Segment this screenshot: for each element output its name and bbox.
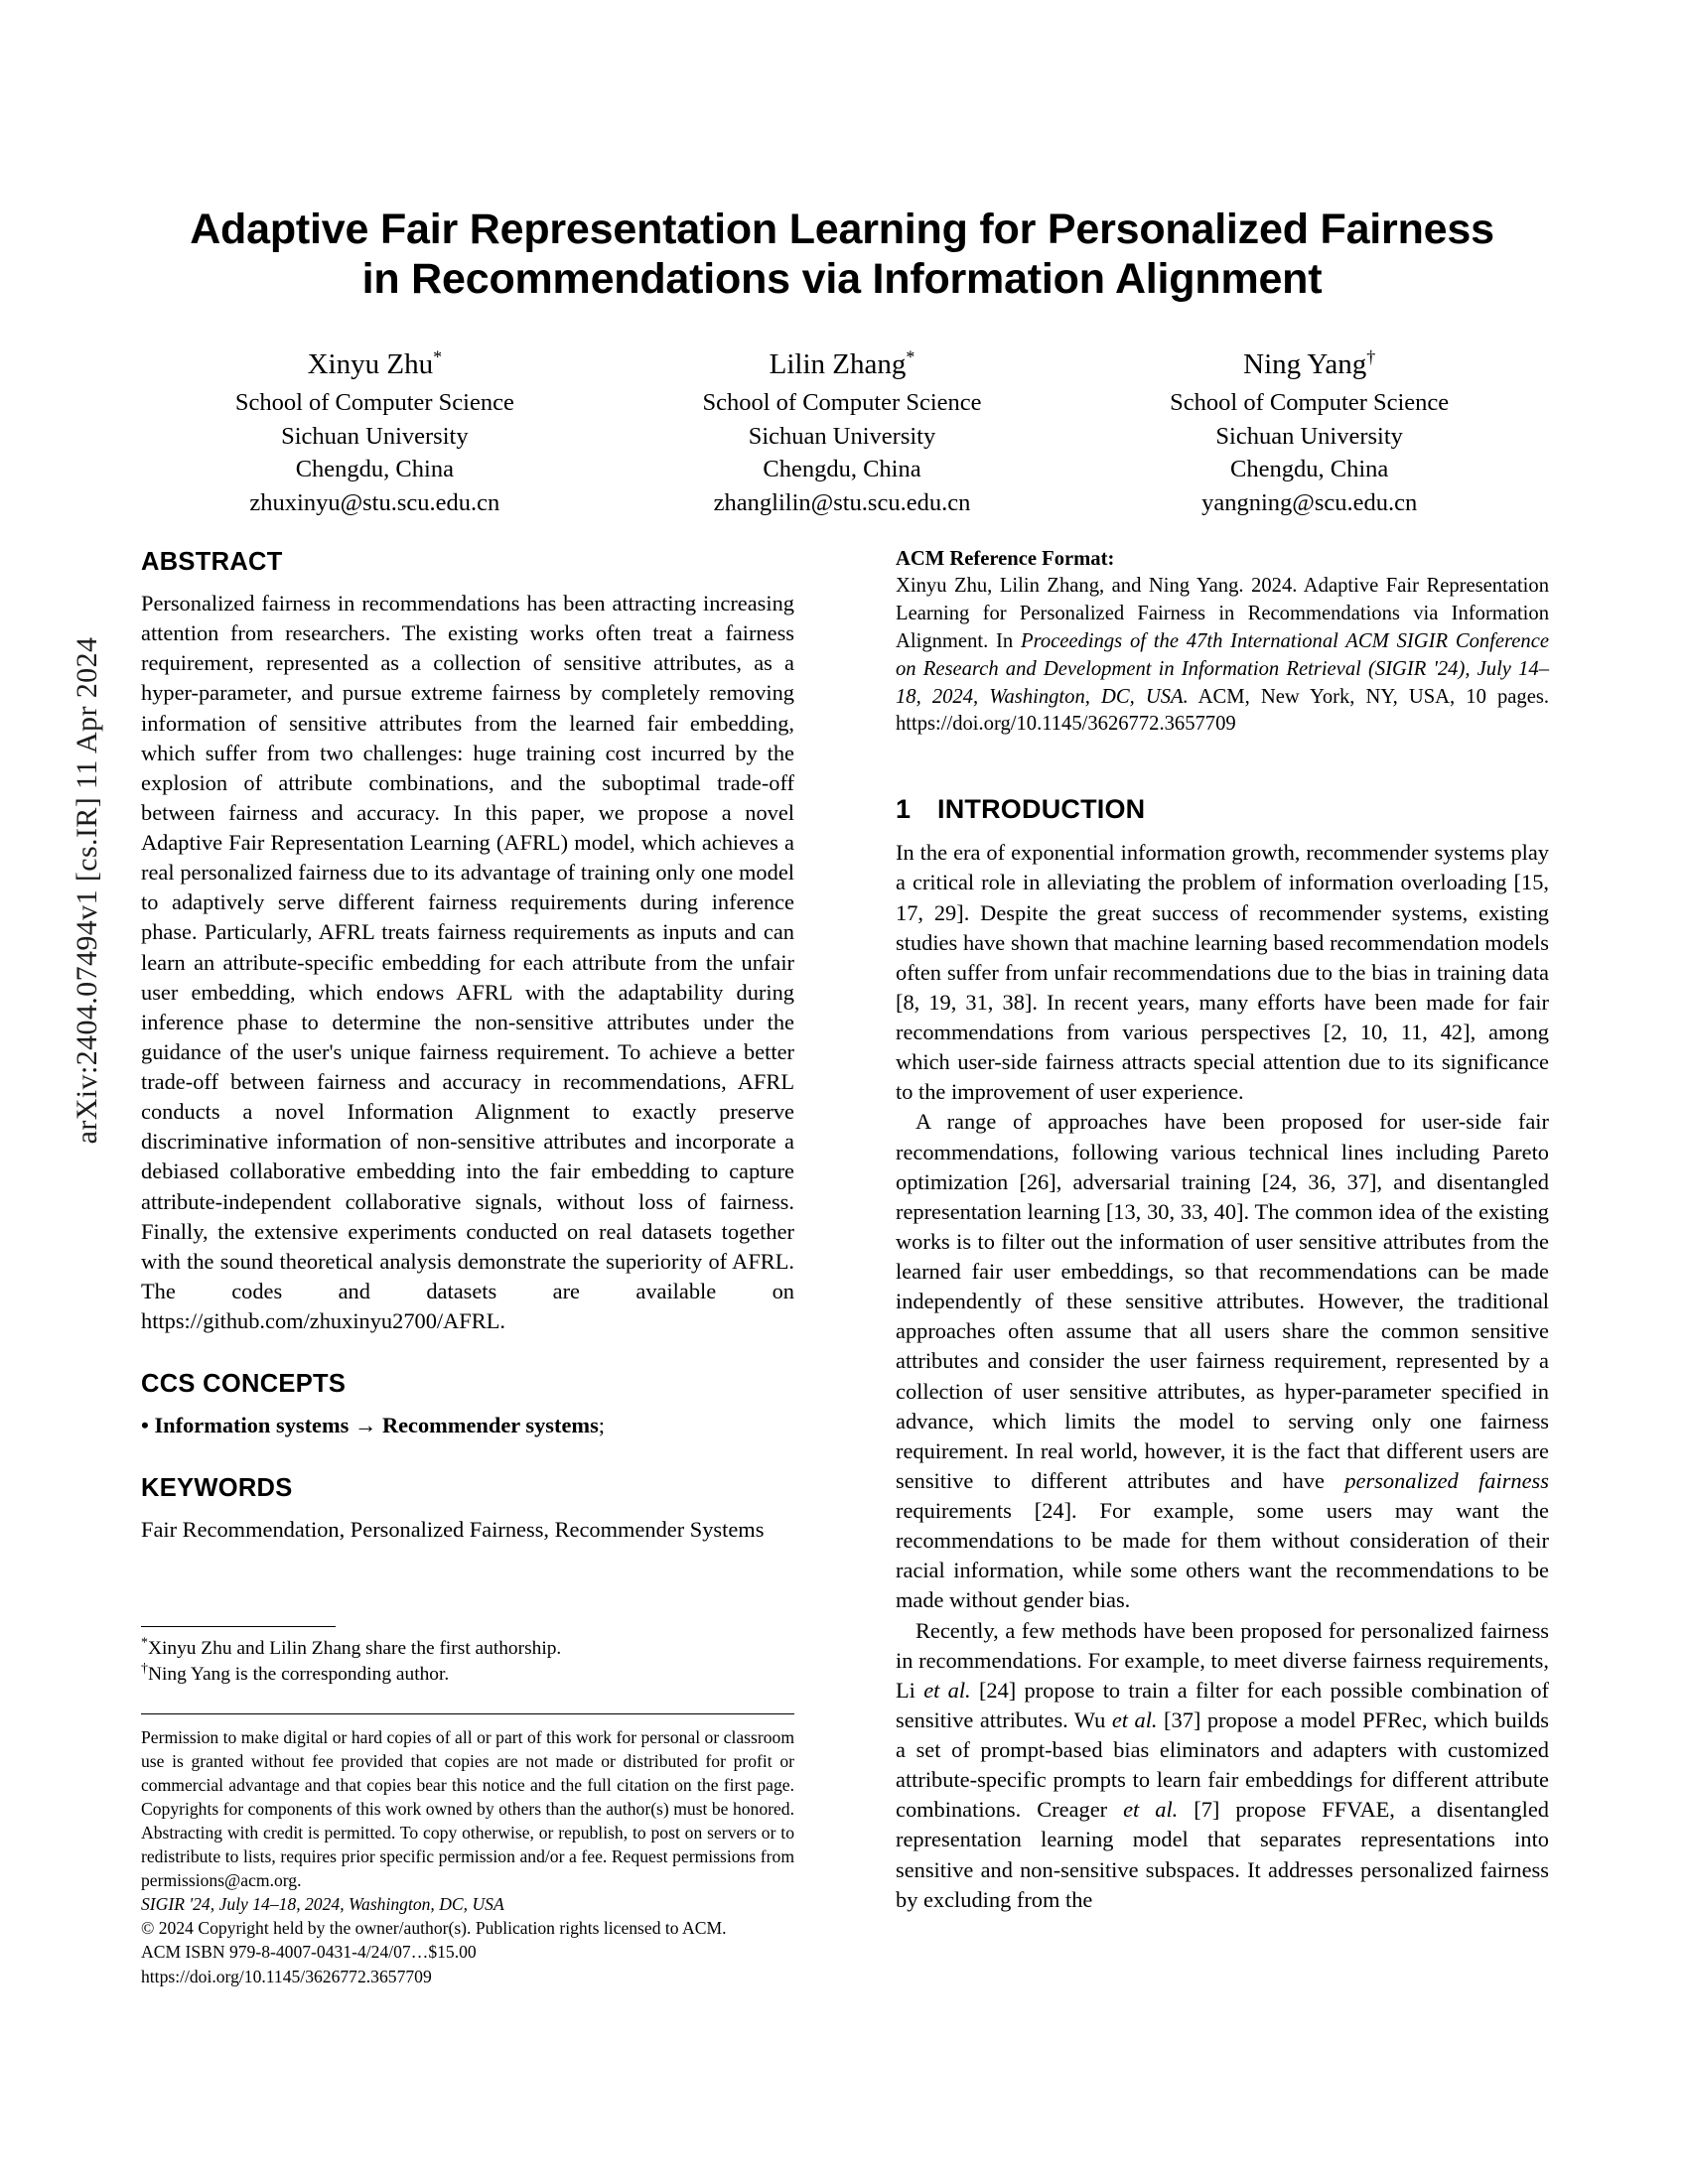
author-entry-3 (1075, 346, 1543, 520)
author-name-text-2: Lilin Zhang (769, 347, 907, 380)
author-department-3: School of Computer Science (1170, 389, 1450, 417)
intro-p3-c: [37] propose a model PFRec, which builds a set of prompt-based bias eliminators and adapters with customized attribute-specific prompts to learn fair embeddings for different attribute combinations. Creager (896, 1706, 1549, 1823)
ccs-concepts-text (141, 1411, 794, 1440)
permission-rule (141, 1713, 794, 1714)
acm-reference-proceedings: Proceedings of the 47th International ACM SIGIR Conference on Research and Development in Information Retrieval (SIGIR '24), July 14–18, 2024, Washington, DC, USA. (896, 629, 1549, 708)
footnote-marker-dagger: † (141, 1661, 148, 1677)
author-institution-2: Sichuan University (748, 422, 936, 450)
ccs-concept-path: Information systems → Recommender systems (154, 1413, 599, 1438)
footnote-marker-star: * (141, 1635, 148, 1651)
author-marker-3: † (1366, 345, 1376, 366)
paper-header (141, 205, 1543, 520)
footnote-block (141, 1626, 794, 1988)
author-department-1: School of Computer Science (234, 389, 514, 417)
intro-p2-a: A range of approaches have been proposed for user-side fair recommendations, following various technical lines including Pareto optimization [26], adversarial training [24, 36, 37], and disentangled representation learning [13, 30, 33, 40]. The common idea of the existing works is to filter out the information of user sensitive attributes from the learned fair user embeddings, so that recommendations can be made independently of these sensitive attributes. However, the traditional approaches often assume that all users share the common sensitive attributes and consider the user fairness requirement, represented by a collection of user sensitive attributes, as hyper-parameter specified in advance, which limits the model to serving only one fairness requirement. In real world, however, it is the fact that different users are sensitive to different attributes and have (896, 1109, 1549, 1493)
page-title (141, 205, 1543, 305)
title-line-1: Adaptive Fair Representation Learning for Personalized Fairness (190, 205, 1494, 253)
two-column-body (141, 548, 1549, 2097)
introduction-heading (896, 794, 1549, 825)
introduction-heading-text: INTRODUCTION (937, 794, 1146, 825)
author-name-text-3: Ning Yang (1243, 347, 1367, 380)
arxiv-stamp: arXiv:2404.07494v1 [cs.IR] 11 Apr 2024 (70, 636, 103, 1145)
abstract-heading: ABSTRACT (141, 548, 283, 576)
introduction-paragraph-2 (896, 1107, 1549, 1615)
intro-p3-a: Recently, a few methods have been proposed for personalized fairness in recommendations. For example, to meet diverse fairness requirements, Li (896, 1617, 1549, 1703)
title-line-2: in Recommendations via Information Alignment (361, 255, 1323, 304)
author-marker-1: * (433, 345, 443, 366)
ccs-concepts-heading: CCS CONCEPTS (141, 1370, 347, 1399)
introduction-paragraph-3 (896, 1616, 1549, 1915)
permission-doi[interactable]: https://doi.org/10.1145/3626772.3657709 (141, 1966, 432, 1986)
author-marker-2: * (906, 345, 915, 366)
permission-isbn: ACM ISBN 979-8-4007-0431-4/24/07…$15.00 (141, 1942, 477, 1963)
permission-paragraph: Permission to make digital or hard copies of all or part of this work for personal or classroom use is granted without fee provided that copies are not made or distributed for profit or commercial advantage and that copies bear this notice and the full citation on the first page. Copyrights for components of this work owned by others than the author(s) must be honored. Abstracting with credit is permitted. To copy otherwise, or republish, to post on servers or to redistribute to lists, requires prior specific permission and/or a fee. Request permissions from permissions@acm.org. (141, 1726, 794, 1890)
author-department-2: School of Computer Science (702, 389, 982, 417)
intro-p3-italic-2: et al. (1111, 1706, 1158, 1732)
ccs-bullet: • (141, 1413, 149, 1438)
author-email-1[interactable]: zhuxinyu@stu.scu.edu.cn (249, 488, 500, 516)
author-institution-1: Sichuan University (281, 422, 469, 450)
author-entry-1 (141, 346, 609, 520)
intro-p3-italic-1: et al. (923, 1677, 971, 1703)
intro-p3-b: [24] propose to train a filter for each possible combination of sensitive attributes. Wu (896, 1677, 1549, 1732)
author-entry-2 (609, 346, 1076, 520)
footnote-first-authorship-text: Xinyu Zhu and Lilin Zhang share the first authorship. (147, 1638, 562, 1659)
intro-p2-b: requirements [24]. For example, some users may want the recommendations to be made for them without consideration of their racial information, while some others want the recommendations to be made without gender bias. (896, 1498, 1549, 1613)
acm-reference-text (896, 573, 1549, 739)
left-column (141, 548, 794, 1986)
keywords-text: Fair Recommendation, Personalized Fairness, Recommender Systems (141, 1517, 765, 1543)
introduction-number: 1 (896, 794, 912, 825)
permission-copyright: © 2024 Copyright held by the owner/author(s). Publication rights licensed to ACM. (141, 1918, 727, 1939)
author-email-2[interactable]: zhanglilin@stu.scu.edu.cn (713, 488, 971, 516)
acm-reference-part2: ACM, New York, NY, USA, 10 pages. https://doi.org/10.1145/3626772.3657709 (896, 685, 1550, 736)
acm-reference-heading: ACM Reference Format: (896, 548, 1115, 570)
author-block (141, 346, 1543, 520)
abstract-text: Personalized fairness in recommendations has been attracting increasing attention from researchers. The existing works often treat a fairness requirement, represented as a collection of sensitive attributes, as a hyper-parameter, and pursue extreme fairness by completely removing information of sensitive attributes from the learned fair embedding, which suffer from two challenges: huge training cost incurred by the explosion of attribute combinations, and the suboptimal trade-off between fairness and accuracy. In this paper, we propose a novel Adaptive Fair Representation Learning (AFRL) model, which achieves a real personalized fairness due to its advantage of training only one model to adaptively serve different fairness requirements during inference phase. Particularly, AFRL treats fairness requirements as inputs and can learn an attribute-specific embedding for each attribute from the unfair user embedding, which endows AFRL with the adaptability during inference phase to determine the non-sensitive attributes under the guidance of the user's unique fairness requirement. To achieve a better trade-off between fairness and accuracy in recommendations, AFRL conducts a novel Information Alignment to exactly preserve discriminative information of non-sensitive attributes and incorporate a debiased collaborative embedding into the fair embedding to capture attribute-independent collaborative signals, without loss of fairness. Finally, the extensive experiments conducted on real datasets together with the sound theoretical analysis demonstrate the superiority of AFRL. The codes and datasets are available on https://github.com/zhuxinyu2700/AFRL. (141, 591, 794, 1333)
author-name-1 (141, 346, 609, 384)
author-city-3: Chengdu, China (1230, 456, 1389, 483)
keywords-heading: KEYWORDS (141, 1474, 293, 1503)
acm-reference-part1: Xinyu Zhu, Lilin Zhang, and Ning Yang. 2024. Adaptive Fair Representation Learning for Personalized Fairness in Recommendations via Information Alignment. In (896, 575, 1549, 652)
introduction-paragraph-1: In the era of exponential information growth, recommender systems play a critical role in alleviating the problem of information overloading [15, 17, 29]. Despite the great success of recommender systems, existing studies have shown that machine learning based recommendation models often suffer from unfair recommendations due to the bias in training data [8, 19, 31, 38]. In recent years, many efforts have been made for fair recommendations from various perspectives [2, 10, 11, 42], among which user-side fairness attracts special attention due to its significance to the improvement of user experience. (896, 840, 1549, 1105)
footnote-rule (141, 1626, 336, 1627)
intro-p3-d: [7] propose FFVAE, a disentangled representation learning model that separates representations into sensitive and non-sensitive subspaces. It addresses personalized fairness by excluding from the (896, 1797, 1549, 1912)
section-gap (896, 739, 1549, 794)
author-email-3[interactable]: yangning@scu.edu.cn (1201, 488, 1418, 516)
author-name-3 (1075, 346, 1543, 384)
author-institution-3: Sichuan University (1215, 422, 1403, 450)
footnote-corresponding-text: Ning Yang is the corresponding author. (147, 1664, 450, 1686)
author-name-2 (609, 346, 1076, 384)
author-city-1: Chengdu, China (295, 456, 454, 483)
intro-p2-italic: personalized fairness (1344, 1467, 1549, 1493)
author-name-text-1: Xinyu Zhu (307, 347, 434, 380)
permission-venue: SIGIR '24, July 14–18, 2024, Washington, DC, USA (141, 1893, 504, 1914)
ccs-semicolon: ; (598, 1413, 606, 1438)
right-column (896, 548, 1549, 1915)
intro-p3-italic-3: et al. (1123, 1797, 1179, 1823)
footnote-corresponding-author (141, 1662, 794, 1688)
footnote-first-authorship (141, 1636, 794, 1662)
author-city-2: Chengdu, China (763, 456, 921, 483)
